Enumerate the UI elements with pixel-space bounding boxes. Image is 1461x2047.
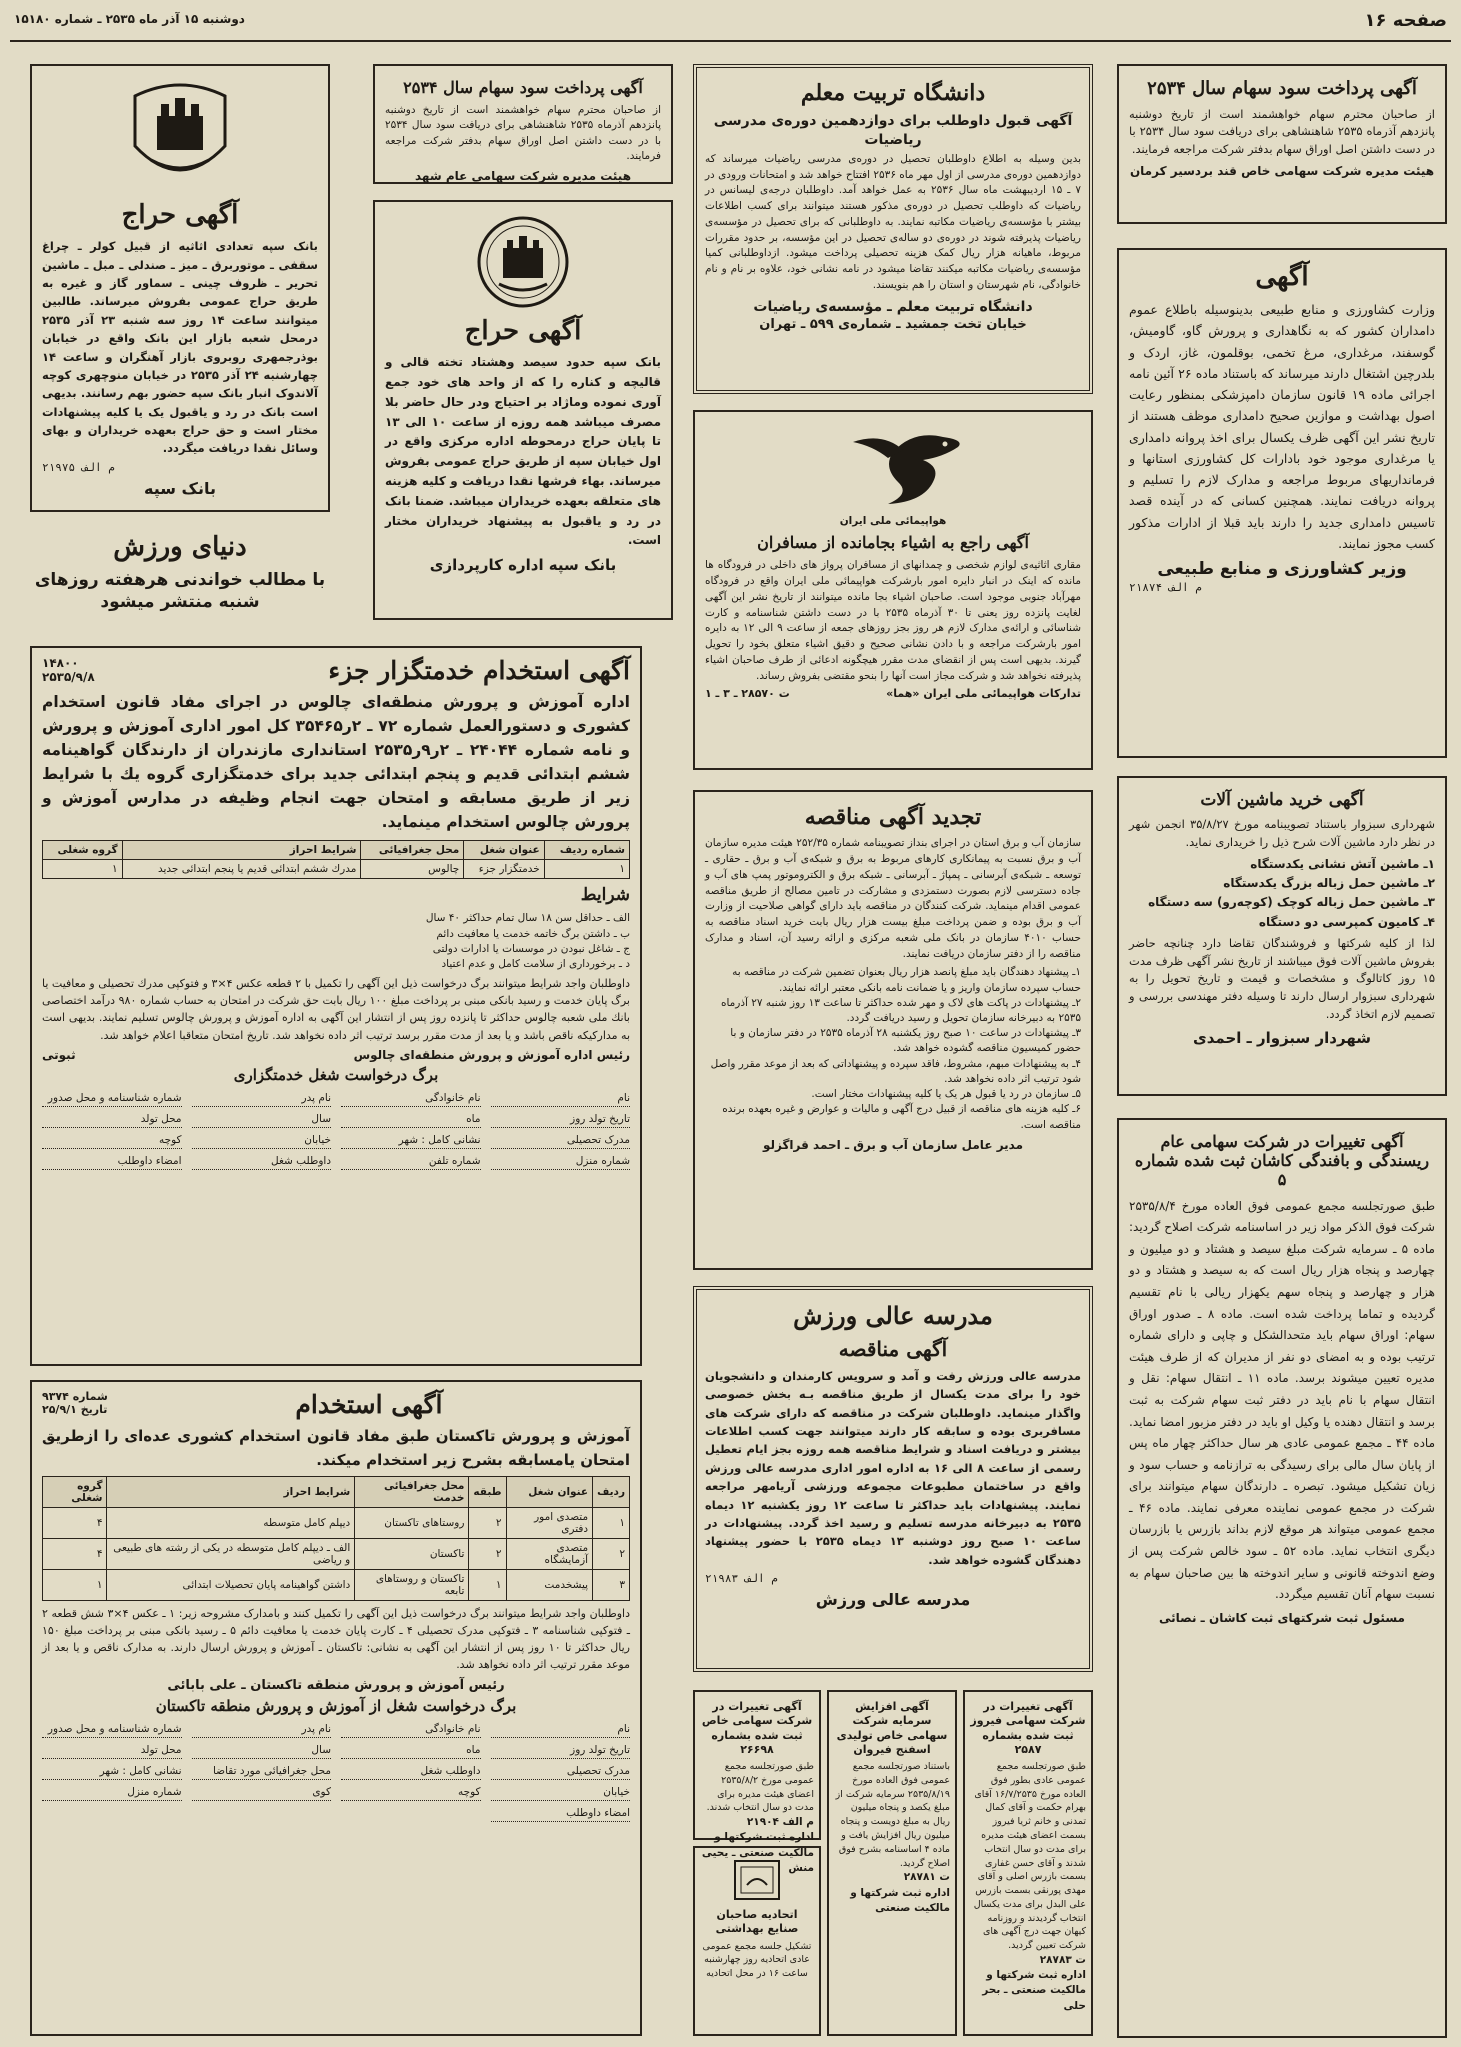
ad-dividend-right — [1117, 64, 1447, 224]
ad-agriculture — [1117, 248, 1447, 758]
table-header: گروه شغلی — [43, 1477, 107, 1508]
bank-sepah-emblem-icon — [473, 212, 573, 312]
ad-title: آگهی پرداخت سود سهام سال ۲۵۳۴ — [1147, 78, 1417, 99]
form-field-label: سال — [192, 1111, 332, 1128]
ad-sign: رئیس اداره آموزش و پرورش منطقه‌ای چالوس — [353, 1047, 630, 1062]
form-field-label: نام پدر — [192, 1721, 332, 1738]
form-field-label: نام خانوادگی — [341, 1090, 481, 1107]
application-form — [42, 1090, 630, 1170]
small-ad-firvan — [827, 1690, 957, 2036]
ad-title: آگهی استخدام خدمتگزار جزء — [328, 656, 630, 685]
form-title: برگ درخواست شغل از آموزش و پرورش منطقه تاکستان — [155, 1697, 517, 1716]
ad-ref: ت ۲۸۷۸۱ — [903, 1871, 950, 1884]
ad-title: آگهی پرداخت سود سهام سال ۲۵۳۴ — [403, 78, 643, 97]
table-cell: مدرك ششم ابتدائی قدیم یا پنجم ابتدائی جدید — [122, 860, 361, 879]
small-ad-firouz — [963, 1690, 1093, 2036]
conditions-title: شرایط — [580, 885, 630, 906]
ettehadieh-emblem-icon — [727, 1855, 787, 1905]
table-cell: ۲ — [593, 1539, 630, 1570]
form-field-label: کوچه — [42, 1132, 182, 1149]
form-field-label: کوچه — [341, 1784, 481, 1801]
list-item: ۴ـ کامیون کمپرسی دو دستگاه — [1258, 914, 1435, 929]
ad-body: مدرسه عالی ورزش رفت و آمد و سرویس کارمندان و دانشجویان خود را برای مدت یکسال از طریق مناقصه بـه بخش خصوصی واگذار مینماید. داوطلبان شرکت در مناقصه که دارای شرکت های مسافربری بوده و سابقه کار دارند میتوانند جهت کسب اطلاعات بیشتر و دریافت اسناد و شرایط مناقصه همه روزه بجز ایام تعطیل رسمی از ساعت ۸ الی ۱۶ به اداره امور اداری مدرسه عالی ورزش واقع در ساختمان مطبوعات مجموعه ورزشی آریامهر مراجعه نمایند. پیشنهادات باید حداکثر تا ساعت ۱۲ روز یکشنبه ۱۲ دیماه ۲۵۳۵ به دبیرخانه مدرسه تسلیم و رسید اخذ گردد. پیشنهادات در ساعت ۱۰ صبح روز دوشنبه ۱۳ دیماه ۲۵۳۵ با حضور پیشنهاد دهندگان گشوده خواهد شد. — [705, 1368, 1081, 1567]
ad-body: طبق صورتجلسه مجمع عمومی عادی بطور فوق العاده مورخ ۱۶/۷/۲۵۳۵ آقای بهرام حکمت و آقای کمال تمدنی و خانم ثریا فیروز بسمت اعضای هیئت مدیره برای مدت دو سال انتخاب شدند و آقای حسن غفاری بسمت بازرس اصلی و آقای مهدی پورنقی بسمت بازرس علی البدل برای مدت یکسال انتخاب گردیدند و روزنامه کیهان جهت درج آگهی های شرکت تعیین گردید. — [973, 1761, 1086, 1952]
table-cell: ۱ — [43, 860, 123, 879]
form-field-label: خیابان — [192, 1132, 332, 1149]
ad-body-2: داوطلبان واجد شرایط میتوانند برگ درخواست ذیل این آگهی را تکمیل با ۲ قطعه عکس ۴×۳ و فتوکپی مدرك تحصیلی و معافیت یا برگ پایان خدمت و رسید بانکی مبنی بر پرداخت مبلغ ۱۰۰ ریال بابت حق شرکت در امتحان به حساب شماره ۹۸۰ درآمد اختصاصی بانك ملی شعبه چالوس حداکثر تا پانزده روز پس از انتشار این آگهی به اداره آموزش و پرورش چالوس تسلیم نمایند. بدیهی است به مدارکیکه ناقص باشد و یا بعد از مدت مقرر برسد ترتیب اثر داده نخواهد شد. تاریخ امتحان متعاقبا اعلام خواهد شد. — [42, 977, 631, 1042]
table-header: عنوان شغل — [464, 841, 544, 860]
table-row — [43, 860, 630, 879]
application-form — [42, 1721, 630, 1822]
table-header: طبقه — [469, 1477, 506, 1508]
table-cell: پیشخدمت — [506, 1570, 593, 1601]
ad-ref: م الف ۲۱۹۸۳ — [705, 1572, 778, 1586]
list-item: د ـ برخورداری از سلامت کامل و عدم اعتیاد — [441, 958, 630, 971]
form-field-label: نام — [491, 1721, 631, 1738]
ad-body: از صاحبان محترم سهام خواهشمند است از تاریخ دوشنبه پانزدهم آذرماه ۲۵۳۵ شاهنشاهی برای دریافت سود سال ۲۵۳۴ با در دست داشتن اصل اوراق سهام بدفتر شرکت مراجعه فرمایند. — [1129, 106, 1435, 157]
ad-ref-number: ۱۴۸۰۰ — [42, 656, 79, 670]
ad-sign: مدیر عامل سازمان آب و برق ـ احمد قراگزلو — [762, 1137, 1024, 1152]
table-cell: روستاهای تاکستان — [355, 1508, 469, 1539]
ad-title: مدرسه عالی ورزش — [793, 1301, 993, 1330]
table-cell: داشتن گواهینامه پایان تحصیلات ابتدائی — [107, 1570, 355, 1601]
ad-sports-school — [693, 1286, 1093, 1672]
form-field-label: شماره منزل — [42, 1784, 182, 1801]
form-field-label: شماره شناسنامه و محل صدور — [42, 1721, 182, 1738]
ad-dividend-center — [373, 64, 673, 184]
ad-body-2: داوطلبان واجد شرایط میتوانند برگ درخواست ذیل این آگهی را تکمیل کنند و بامدارک مشروحه زیر: ۱ ـ عکس ۴×۳ شش قطعه ۲ ـ فتوکپی شناسنامه ۳ ـ فتوکپی مدرک تحصیلی ۴ ـ کارت پایان خدمت یا معافیت دائم ۵ ـ رسید بانکی مبنی بر پرداخت مبلغ ۱۵۰ ریال حداکثر تا ۱۰ روز پس از انتشار این آگهی به نشانی: تاکستان ـ آموزش و پرورش ارسال دارند. به مدارک ناقص و یا بعد از موعد مقرر ترتیب اثر داده نخواهد شد. — [42, 1607, 630, 1672]
table-header: محل جغرافیائی — [361, 841, 464, 860]
ad-title: آگهی حراج — [464, 316, 582, 346]
ad-ref-date: تاریخ ۲۵/۹/۱ — [42, 1403, 108, 1416]
form-field-label: محل جغرافیائی مورد تقاضا — [192, 1763, 332, 1780]
ad-title: دانشگاه تربیت معلم — [800, 80, 986, 106]
ad-title: آگهی راجع به اشیاء بجامانده از مسافران — [757, 533, 1029, 553]
ad-sign: بانک سپه — [144, 478, 216, 498]
ad-body-2: لذا از کلیه شرکتها و فروشندگان تقاضا دارد چنانچه حاضر بفروش ماشین آلات فوق میباشند از تاریخ نشر آگهی ظرف مدت ۱۵ روز کاتالوگ و مشخصات و قیمت و تاریخ تحویل را به شهرداری سبزوار ارسال دارند تا وسیله دفتر مهندسی بررسی و تصمیم لازم اتخاذ گردد. — [1129, 935, 1435, 1022]
ad-employment-chalus — [30, 646, 642, 1366]
list-item: ۱ـ پیشنهاد دهندگان باید مبلغ پانصد هزار ریال بعنوان تضمین شرکت در مناقصه به حساب سپرده سازمان واریز و یا ضمانت نامه بانکی معتبر ارائه نمایند. — [732, 966, 1081, 994]
list-item: ج ـ شاغل نبودن در موسسات یا ادارات دولتی — [432, 942, 630, 955]
ad-body: تشکیل جلسه مجمع عمومی عادی اتحادیه روز چهارشنبه ساعت ۱۶ در محل اتحادیه — [702, 1940, 812, 1980]
ad-sign: هیئت مدیره شرکت سهامی عام شهد — [414, 169, 632, 184]
form-field-label: خیابان — [491, 1784, 631, 1801]
ad-sign: دانشگاه تربیت معلم ـ مؤسسه‌ی ریاضیات — [753, 298, 1033, 315]
airline-logo-text: هواپیمائی ملی ایران — [839, 515, 947, 527]
list-item: ۱ـ ماشین آتش نشانی یکدستگاه — [1250, 857, 1435, 872]
ad-body: طبق صورتجلسه مجمع عمومی مورخ ۲۵۳۵/۸/۲ اعضای هیئت مدیره برای مدت دو سال انتخاب شدند. — [706, 1761, 814, 1814]
form-field-label: نشانی کامل : شهر — [42, 1763, 182, 1780]
ad-body: اداره آموزش و پرورش منطقه‌ای چالوس در اجرای مفاد قانون استخدام کشوری و دستورالعمل شماره ۷۲ ـ ۲ر۳۵۴۶۵ کل امور اداری آموزش و پرورش و نامه شماره ۲۴۰۴۴ ـ ۲ر۹ر۲۵۳۵ استانداری مازندران از دارندگان گواهینامه ششم ابتدائی قدیم و پنجم ابتدائی جدید برای خدمتگزاری گروه یك با شرایط زیر از طریق مسابقه و امتحان جهت انجام وظیفه در مدارس آموزش و پرورش چالوس استخدام مینماید. — [42, 693, 631, 832]
ad-ref: م الف ۲۱۹۷۵ — [42, 460, 115, 474]
page-number: صفحه ۱۶ — [1364, 10, 1447, 31]
small-ad-company-26698 — [693, 1690, 821, 1874]
form-field-label: امضاء داوطلب — [491, 1805, 631, 1822]
table-cell: خدمتگزار جزء — [464, 860, 544, 879]
table-header: ردیف — [593, 1477, 630, 1508]
table-cell: متصدی امور دفتری — [506, 1508, 593, 1539]
form-field-label: نام پدر — [192, 1090, 332, 1107]
table-cell: ۲ — [469, 1539, 506, 1570]
ad-body: از صاحبان محترم سهام خواهشمند است از تاریخ دوشنبه پانزدهم آذرماه ۲۵۳۵ شاهنشاهی برای دریافت سود سال ۲۵۳۴ با در دست داشتن اصل اوراق سهام بدفتر شرکت مراجعه فرمایند. — [385, 104, 661, 162]
list-item: ۲ـ پیشنهادات در پاکت های لاک و مهر شده حداکثر تا ساعت ۱۳ روز شنبه ۲۷ آذرماه ۲۵۳۵ به دبیرخانه سازمان تحویل و رسید دریافت گردد. — [720, 996, 1081, 1025]
form-field-label: داوطلب شغل — [341, 1763, 481, 1780]
form-field-label: نشانی کامل : شهر — [341, 1132, 481, 1149]
ad-company-changes-kashan — [1117, 1118, 1447, 2038]
ad-ref-number: شماره ۹۳۷۴ — [42, 1390, 108, 1403]
ad-ref: ت ۲۸۵۷۰ ـ ۳ ـ ۱ — [705, 687, 790, 701]
promo-body: با مطالب خواندنی هرهفته روزهای شنبه منتشر میشود — [34, 570, 326, 613]
ad-body: بدین وسیله به اطلاع داوطلبان تحصیل در دوره‌ی مدرسی ریاضیات میرساند که دوازدهمین دوره‌ی مدرسی از اول مهر ماه ۲۵۳۶ افتتاح خواهد شد و امتحانات ورودی در ۷ ـ ۱۵ اردیبهشت ماه سال ۲۵۳۶ به عمل خواهد آمد. داوطلبان درجه‌ی لیسانس در ریاضیات که داوطلب تحصیل در دوره‌ی مذکور هستند میتوانند برای کسب اطلاعات بیشتر با مؤسسه‌ی ریاضیات مکاتبه نمایند. به داوطلبانی که برای تحصیل در مؤسسه‌ی ریاضیات پذیرفته شوند در دوره‌ی دو ساله‌ی تحصیل در این مؤسسه، بر حدود مقررات مربوط، ماهیانه هزار ریال کمک هزینه تحصیلی پرداخت میشود. ازداوطلبانی کمیا مؤسسه‌ی ریاضیات مکاتبه میکنند تقاضا میشود در نامه نشانی خود، علاوه بر نام و نام خانوادگی، نام شهرستان و استان را هم بنویسند. — [704, 152, 1081, 291]
header-rule — [10, 40, 1451, 42]
airline-logo-icon — [793, 422, 993, 512]
table-cell: دیپلم کامل متوسطه — [107, 1508, 355, 1539]
form-field-label: سال — [192, 1742, 332, 1759]
table-cell: ۴ — [43, 1508, 107, 1539]
table-header: گروه شغلی — [43, 841, 123, 860]
ad-subtitle: آگهی قبول داوطلب برای دوازدهمین دوره‌ی مدرسی ریاضیات — [713, 113, 1073, 148]
machinery-items — [1129, 855, 1435, 932]
ad-body: بانک سپه تعدادی اثاثیه از قبیل کولر ـ چراغ سقفی ـ موتوربرق ـ میز ـ صندلی ـ مبل ـ ماشین تحریر ـ ظروف چینی ـ سماور گاز و غیره به طریق حراج عمومی بفروش میرساند. طالبین میتوانند ساعت ۱۴ روز سه شنبه ۲۳ آذر ۲۵۳۵ درمحل شعبه بازار این بانک واقع در خیابان بوذرجمهری روبروی بازار آهنگران و ساعت ۱۴ چهارشنبه ۲۴ آذر ۲۵۳۵ در خیابان منوچهری کوچه آلاندوک انبار بانک سپه حضور بهم رسانند. بدیهی است بانک در رد و یاقبول یک یا کلیه پیشنهادات مختار است و حق حراج بعهده خریداران و بهای وسائل نقدا دریافت میگردد. — [42, 239, 318, 456]
table-cell: چالوس — [361, 860, 464, 879]
table-row — [43, 1570, 630, 1601]
ad-body: بانک سپه حدود سیصد وهشتاد تخته قالی و قالیچه و کناره را که از واحد های خود جمع آوری نموده وماژاد بر احتیاج ودر حال حاضر بلا مصرف میباشد همه روزه از ساعت ۱۰ الی ۱۳ تا پایان حراج درمحوطه اداره مرکزی واقع در اول خیابان سپه از طریق حراج عمومی بفروش میرساند. بهاء فرشها نقدا دریافت و کلیه هزینه های متعلقه بعهده خریداران میباشد. ضمنا بانک در رد و یاقبول به پیشنهاد خریداران مختار است. — [385, 355, 661, 548]
ad-sign: تدارکات هواپیمائی ملی ایران «هما» — [886, 687, 1081, 701]
form-field-label: نام — [491, 1090, 631, 1107]
ad-ref: م الف ۲۱۹۰۴ — [746, 1816, 814, 1829]
table-cell: ۳ — [593, 1570, 630, 1601]
form-field-label: نام خانوادگی — [341, 1721, 481, 1738]
form-field-label: امضاء داوطلب — [42, 1153, 182, 1170]
form-field-label: کوی — [192, 1784, 332, 1801]
ad-title: آگهی حراج — [121, 200, 239, 230]
ad-title: آگهی خرید ماشین آلات — [1200, 790, 1364, 810]
form-field-label: ماه — [341, 1111, 481, 1128]
list-item: ۴ـ به پیشنهادات مبهم، مشروط، فاقد سپرده و پیشنهاداتی که بعد از موعد مقرر واصل شود ترتیب اثر داده نخواهد شد. — [710, 1057, 1081, 1085]
ad-sign: اداره ثبت شرکتها و مالکیت صنعتی — [850, 1886, 950, 1914]
table-header: محل جغرافیائی خدمت — [355, 1477, 469, 1508]
form-field-label: تاریخ تولد روز — [491, 1111, 631, 1128]
ad-body: شهرداری سبزوار باستناد تصویبنامه مورخ ۳۵/۸/۲۷ انجمن شهر در نظر دارد ماشین آلات شرح ذیل را خریداری نماید. — [1129, 817, 1435, 850]
table-row — [43, 1539, 630, 1570]
tender-items — [705, 965, 1081, 1132]
employment-table — [42, 840, 630, 879]
table-cell: ۲ — [469, 1508, 506, 1539]
list-item: ۵ـ سازمان در رد یا قبول هر یک یا کلیه پیشنهادات مختار است. — [811, 1088, 1081, 1101]
list-item: ب ـ داشتن برگ خاتمه خدمت یا معافیت دائم — [436, 927, 630, 940]
employment-table — [42, 1476, 630, 1601]
ad-title: آگهی تغییرات در شرکت سهامی عام ریسندگی و بافندگی کاشان ثبت شده شماره ۵ — [1134, 1132, 1430, 1190]
ad-sign: شهردار سبزوار ـ احمدی — [1193, 1028, 1371, 1047]
ad-address: خیابان تخت جمشید ـ شماره‌ی ۵۹۹ ـ تهران — [759, 316, 1027, 332]
form-field-label: تاریخ تولد روز — [491, 1742, 631, 1759]
ad-title: آگهی تغییرات در شرکت سهامی خاص ثبت شده بشماره ۲۶۶۹۸ — [701, 1700, 813, 1756]
list-item: ۲ـ ماشین حمل زباله بزرگ یکدستگاه — [1223, 876, 1435, 891]
form-field-label: شماره شناسنامه و محل صدور — [42, 1090, 182, 1107]
form-field-label: شماره تلفن — [341, 1153, 481, 1170]
ad-sign: وزیر کشاورزی و منابع طبیعی — [1157, 559, 1407, 580]
form-field-label: مدرک تحصیلی — [491, 1763, 631, 1780]
ad-sign: رئیس آموزش و پرورش منطقه تاکستان ـ علی بابائی — [167, 1678, 505, 1694]
ad-ref: ت ۲۸۷۸۳ — [1039, 1953, 1086, 1966]
ad-machinery — [1117, 776, 1447, 1096]
sports-promo — [30, 528, 330, 628]
ad-university — [693, 64, 1093, 394]
ad-title: آگهی افزایش سرمایه شرکت سهامی خاص تولیدی اسفنج فیروان — [836, 1700, 948, 1756]
table-cell: متصدی آزمایشگاه — [506, 1539, 593, 1570]
ad-body: طبق صورتجلسه مجمع عمومی فوق العاده مورخ ۲۵۳۵/۸/۴ شرکت فوق الذکر مواد زیر در اساسنامه شرکت اصلاح گردید: ماده ۵ ـ سرمایه شرکت مبلغ سیصد و هشتاد و دو میلیون و چهارصد و پنجاه هزار ریال است که به سیصد و هشتاد و دو هزار و چهارصد و پنجاه سهم یکهزار ریالی با نام تقسیم گردیده و تماما پرداخت شده است. ماده ۸ ـ صدور اوراق سهام: اوراق سهام باید متحدالشکل و چاپی و دارای شماره ترتیب بوده و به امضای دو نفر از مدیران که از طرف هیئت مدیره تعیین میشوند برسد. ماده ۱۱ ـ انتقال سهام: نقل و انتقال سهام با نام باید در دفتر ثبت سهام شرکت به ثبت برسد و انتقال دهنده یا وکیل او باید در دفتر مزبور امضا نماید. ماده ۴۴ ـ مجمع عمومی عادی هر سال حداکثر چهار ماه پس از پایان سال مالی برای رسیدگی به ترازنامه و حساب سود و زیان تشکیل میشود. تبصره ـ دارندگان سهام میتوانند برای شرکت در مجمع عمومی نماینده معرفی نمایند. ماده ۴۶ ـ مجمع عمومی میتواند هر موقع لازم بداند بازرس یا بازرسان دیگری انتخاب نماید. ماده ۵۲ ـ سود خالص شرکت پس از وضع اندوخته قانونی و سایر اندوخته ها بین صاحبان سهام به نسبت سهام آنان تقسیم میگردد. — [1129, 1198, 1436, 1602]
form-field-label: محل تولد — [42, 1742, 182, 1759]
ad-title: آگهی تغییرات در شرکت سهامی فیروز ثبت شده بشماره ۲۵۸۷ — [970, 1700, 1086, 1756]
ad-ref: م الف ۲۱۸۷۴ — [1129, 581, 1202, 595]
ad-sign: بانک سپه اداره کارپردازی — [429, 556, 617, 575]
ad-body: وزارت کشاورزی و منابع طبیعی بدینوسیله باطلاع عموم دامداران کشور که به نگاهداری و پرورش گاو، گاومیش، گوسفند، مرغداری، مرغ تخمی، بوقلمون، غاز، اردک و بلدرچین اشتغال دارند میرساند که باستناد ماده ۲۶ آئین نامه اجرائی ماده ۱۹ قانون سازمان دامپزشکی بمنظور رعایت اصول بهداشت و موازین صحیح دامداری موظف هستند از تاریخ نشر این آگهی ظرف یکسال برای اخذ پروانه دامداری یا مرغداری موجود خود بادارات کل کشاورزی استانها و فرمانداریهای مربوط مراجعه و مدارک لازم را تسلیم و پروانه دریافت نمایند. همچنین کسانی که در آینده قصد تاسیس دامداری جدید را دارند باید قبلا از ادارات مذکور کسب مجوز نمایند. — [1129, 302, 1435, 551]
list-item: الف ـ حداقل سن ۱۸ سال تمام حداکثر ۴۰ سال — [425, 912, 630, 925]
ad-sign: هیئت مدیره شرکت سهامی خاص قند بردسیر کرمان — [1129, 164, 1435, 179]
form-field-label: شماره منزل — [491, 1153, 631, 1170]
ad-auction-left — [30, 64, 330, 512]
list-item: ۳ـ پیشنهادات در ساعت ۱۰ صبح روز یکشنبه ۲۸ آذرماه ۲۵۳۵ در دفتر سازمان و با حضور کمیسیون مناقصه گشوده خواهد شد. — [730, 1027, 1081, 1055]
table-header: شماره ردیف — [544, 841, 629, 860]
table-cell: الف ـ دیپلم کامل متوسطه در یکی از رشته های طبیعی و ریاضی — [107, 1539, 355, 1570]
table-header-row — [43, 1477, 630, 1508]
ad-body: آموزش و پرورش تاکستان طبق مفاد قانون استخدام کشوری عده‌ای را ازطریق امتحان یامسابقه بشرح زیر استخدام میکند. — [42, 1427, 630, 1469]
conditions-list — [42, 911, 630, 972]
ad-subtitle: آگهی مناقصه — [838, 1336, 948, 1361]
ad-title: آگهی — [1255, 262, 1309, 292]
ad-title: اتحادیه صاحبان صنایع بهداشتی — [715, 1908, 799, 1936]
list-item: ۳ـ ماشین حمل زباله کوچک (کوچه‌رو) سه دستگاه — [1148, 895, 1435, 910]
ad-sign: اداره ثبت شرکتها و مالکیت صنعتی ـ بحر حلی — [982, 1969, 1086, 2012]
ad-airline — [693, 410, 1093, 770]
list-item: ۶ـ کلیه هزینه های مناقصه از قبیل درج آگهی و مالیات و عوارض و غیره بعهده برنده مناقصه است. — [722, 1103, 1081, 1131]
ad-auction-center — [373, 200, 673, 620]
ad-employment-takestan — [30, 1380, 642, 2036]
ad-sign-name: ثبوتی — [42, 1047, 76, 1062]
ad-body: سازمان آب و برق استان در اجرای بنداز تصویبنامه شماره ۲۵۲/۳۵ هیئت مدیره سازمان آب و برق نسبت به پیمانکاری کارهای مربوط به برق و شبکه‌ی آب و برق ـ حقاری ـ توسعه ـ شبکه‌ی آبرسانی ـ پمپاژ ـ آبرسانی ـ شبکه برق و الکتروموتور پمپ های آب و جاده دسترسی لازم بصورت دستمزدی و مشارکت در تامین مصالح از طریق مناقصه عمومی اقدام مینماید. شرکت کنندگان در مناقصه باید دارای گواهی صلاحیت از وزارت آب و برق بوده و ضمن پرداخت مبلغ بیست هزار ریال بابت خرید اسناد مناقصه به حساب ۴۰۱۰ سازمان در بانک ملی شعبه مرکزی و ارائه رسید آن، اسناد و مدارک مناقصه را از دفتر سازمان دریافت نمایند. — [705, 837, 1082, 960]
ad-body: مقاری اثاثیه‌ی لوازم شخصی و چمدانهای از مسافران پرواز های داخلی در فرودگاه ها مانده که اینک در انبار دایره امور بارشرکت هواپیمائی ملی ایران واقع در فرودگاه مهرآباد جنوبی موجود است. صاحبان اشیاء بجا مانده میتوانند از تاریخ نشر این آگهی لغایت پانزده روز یعنی تا ۳۰ آذرماه ۲۵۳۵ با در دست داشتن شناسنامه و کارت شناسائی و ارائه‌ی مدارک لازم هر روز بجز روزهای جمعه از ساعت ۹ الی ۱۲ به دایره امور بارشرکت مراجعه و با دادن نشانی صحیح و دقیق اشیاء متعلق بخود را تحویل گیرند. بدیهی است پس از انقضای مدت مقرر هیچگونه ادعائی از طرف صاحبان اشیاء پذیرفته نخواهد شد و شرکت مجاز است آنها را بنحو مقتضی بفروش رساند. — [705, 559, 1081, 682]
table-header: عنوان شغل — [506, 1477, 593, 1508]
ad-ettehadieh — [693, 1846, 821, 2036]
ad-sign: مسئول ثبت شرکتهای ثبت کاشان ـ نصائی — [1159, 1610, 1405, 1625]
table-cell: ۱ — [593, 1508, 630, 1539]
bank-sepah-emblem-icon — [115, 76, 245, 196]
table-cell: ۱ — [469, 1570, 506, 1601]
form-field-label: ماه — [341, 1742, 481, 1759]
table-cell: تاکستان و روستاهای تابعه — [355, 1570, 469, 1601]
ad-body: باستناد صورتجلسه مجمع عمومی فوق العاده مورخ ۲۵۳۵/۸/۱۹ سرمایه شرکت از مبلغ یکصد و پنجاه میلیون ریال به مبلغ دویست و پنجاه میلیون ریال افزایش یافت و ماده ۴ اساسنامه بشرح فوق اصلاح گردید. — [835, 1761, 950, 1869]
issue-date-line: دوشنبه ۱۵ آذر ماه ۲۵۳۵ ـ شماره ۱۵۱۸۰ — [14, 12, 245, 26]
table-header-row — [43, 841, 630, 860]
ad-sign: اداره ثبت شرکتها و مالکیت صنعتی ـ یحیی منش — [701, 1831, 814, 1874]
ad-title: تجدید آگهی مناقصه — [804, 804, 982, 830]
form-field-label: داوطلب شغل — [192, 1153, 332, 1170]
table-header: شرایط احراز — [122, 841, 361, 860]
table-cell: ۱ — [544, 860, 629, 879]
table-cell: ۱ — [43, 1570, 107, 1601]
form-field-label: مدرک تحصیلی — [491, 1132, 631, 1149]
ad-ref-date: ۲۵۳۵/۹/۸ — [42, 670, 95, 684]
form-field-label: محل تولد — [42, 1111, 182, 1128]
table-header: شرایط احراز — [107, 1477, 355, 1508]
ad-sign: مدرسه عالی ورزش — [815, 1590, 971, 1610]
ad-title: آگهی استخدام — [295, 1390, 443, 1419]
promo-title: دنیای ورزش — [113, 532, 247, 562]
table-cell: تاکستان — [355, 1539, 469, 1570]
table-cell: ۴ — [43, 1539, 107, 1570]
ad-tender-water — [693, 790, 1093, 1270]
form-title: برگ درخواست شغل خدمتگزاری — [233, 1065, 439, 1084]
table-row — [43, 1508, 630, 1539]
